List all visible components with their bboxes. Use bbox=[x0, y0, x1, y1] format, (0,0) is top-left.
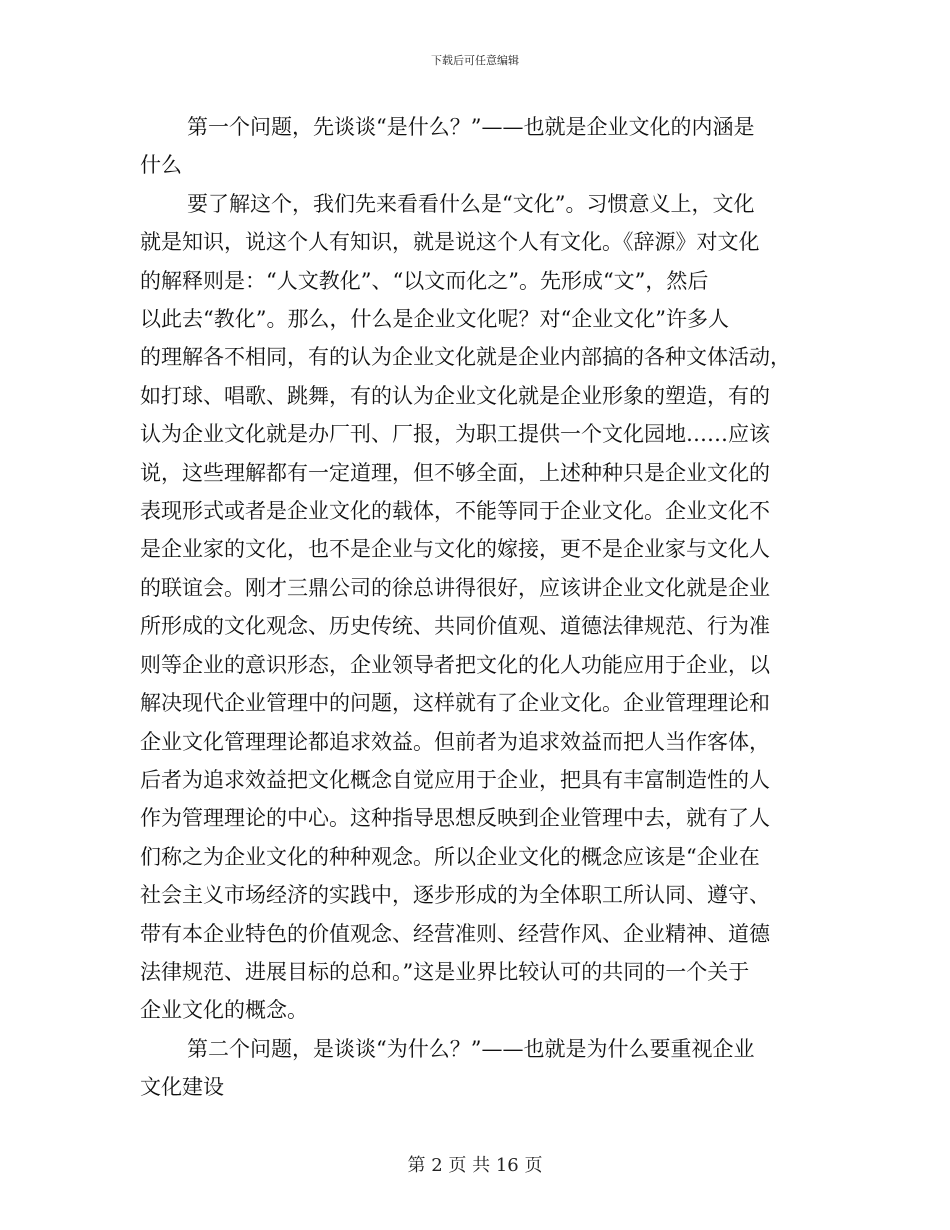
page-header: 下载后可任意编辑 bbox=[431, 54, 519, 67]
paragraph-question-two bbox=[140, 1030, 810, 1107]
page-number-footer: 第 2 页 共 16 页 bbox=[407, 1155, 543, 1176]
text-line: 企业文化管理理论都追求效益。但前者为追求效益而把人当作客体， bbox=[140, 729, 770, 754]
text-line: 解决现代企业管理中的问题，这样就有了企业文化。企业管理理论和 bbox=[140, 691, 770, 716]
text-line: 的解释则是：“人文教化”、“以文而化之”。先形成“文”，然后 bbox=[140, 268, 709, 293]
text-line: 的理解各不相同，有的认为企业文化就是企业内部搞的各种文体活动， bbox=[140, 345, 791, 370]
text-line: 说，这些理解都有一定道理，但不够全面，上述种种只是企业文化的 bbox=[140, 460, 770, 485]
text-line: 是企业家的文化，也不是企业与文化的嫁接，更不是企业家与文化人 bbox=[140, 537, 770, 562]
text-line: 带有本企业特色的价值观念、经营准则、经营作风、企业精神、道德 bbox=[140, 921, 770, 946]
text-line: 们称之为企业文化的种种观念。所以企业文化的概念应该是“企业在 bbox=[140, 844, 760, 869]
text-line: 法律规范、进展目标的总和。”这是业界比较认可的共同的一个关于 bbox=[140, 959, 750, 984]
text-line: 第一个问题，先谈谈“是什么？”——也就是企业文化的内涵是 bbox=[187, 115, 755, 139]
text-line: 企业文化的概念。 bbox=[140, 998, 308, 1023]
text-line: 认为企业文化就是办厂刊、厂报，为职工提供一个文化园地……应该 bbox=[140, 422, 770, 447]
text-line: 第二个问题，是谈谈“为什么？”——也就是为什么要重视企业 bbox=[187, 1036, 755, 1061]
text-line: 什么 bbox=[140, 153, 182, 178]
text-line: 文化建设 bbox=[140, 1075, 224, 1100]
text-line: 社会主义市场经济的实践中，逐步形成的为全体职工所认同、遵守、 bbox=[140, 883, 770, 908]
text-line: 表现形式或者是企业文化的载体，不能等同于企业文化。企业文化不 bbox=[140, 499, 770, 524]
text-line: 的联谊会。刚才三鼎公司的徐总讲得很好，应该讲企业文化就是企业 bbox=[140, 575, 770, 600]
text-line: 后者为追求效益把文化概念自觉应用于企业，把具有丰富制造性的人 bbox=[140, 767, 770, 792]
document-body bbox=[140, 108, 810, 1107]
paragraph-culture-definition bbox=[140, 185, 810, 1030]
text-line: 作为管理理论的中心。这种指导思想反映到企业管理中去，就有了人 bbox=[140, 806, 770, 831]
text-line: 以此去“教化”。那么，什么是企业文化呢？对“企业文化”许多人 bbox=[140, 307, 729, 332]
text-line: 要了解这个，我们先来看看什么是“文化”。习惯意义上，文化 bbox=[187, 191, 755, 216]
text-line: 如打球、唱歌、跳舞，有的认为企业文化就是企业形象的塑造，有的 bbox=[140, 383, 770, 408]
text-line: 就是知识，说这个人有知识，就是说这个人有文化。《辞源》对文化 bbox=[140, 230, 760, 255]
paragraph-question-one bbox=[140, 108, 810, 185]
text-line: 所形成的文化观念、历史传统、共同价值观、道德法律规范、行为准 bbox=[140, 614, 770, 639]
text-line: 则等企业的意识形态，企业领导者把文化的化人功能应用于企业，以 bbox=[140, 652, 770, 677]
